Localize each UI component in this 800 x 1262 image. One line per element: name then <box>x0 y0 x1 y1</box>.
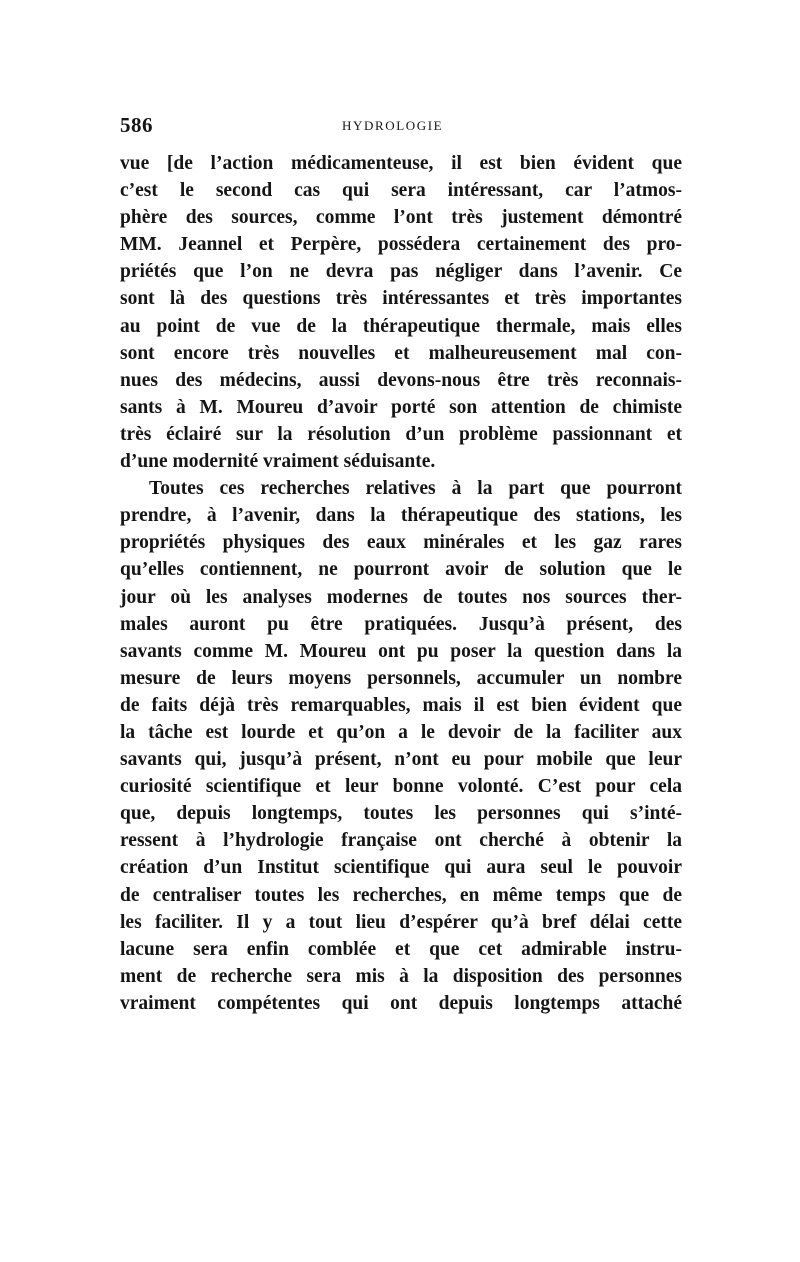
text-line: sont encore très nouvelles et malheureusement mal con- <box>120 342 682 364</box>
text-line: savants comme M. Moureu ont pu poser la question dans la <box>120 640 682 662</box>
text-line: jour où les analyses modernes de toutes nos sources ther- <box>120 586 682 608</box>
text-line: ressent à l’hydrologie française ont cherché à obtenir la <box>120 830 682 852</box>
text-line: priétés que l’on ne devra pas négliger dans l’avenir. Ce <box>120 261 682 283</box>
text-line: création d’un Institut scientifique qui aura seul le pouvoir <box>120 857 682 879</box>
text-line: nues des médecins, aussi devons-nous être très reconnais- <box>120 369 682 391</box>
text-line: c’est le second cas qui sera intéressant, car l’atmos- <box>120 180 682 202</box>
text-line: les faciliter. Il y a tout lieu d’espérer qu’à bref délai cette <box>120 911 682 933</box>
text-line: savants qui, jusqu’à présent, n’ont eu pour mobile que leur <box>120 749 682 771</box>
text-line: curiosité scientifique et leur bonne volonté. C’est pour cela <box>120 776 682 798</box>
text-line: sants à M. Moureu d’avoir porté son attention de chimiste <box>120 396 682 418</box>
paragraph-2 <box>120 475 682 1017</box>
text-line: de faits déjà très remarquables, mais il est bien évident que <box>120 694 682 716</box>
text-line: vue [de l’action médicamenteuse, il est bien évident que <box>120 153 682 174</box>
text-line: phère des sources, comme l’ont très justement démontré <box>120 207 682 229</box>
text-line: qu’elles contiennent, ne pourront avoir de solution que le <box>120 559 682 581</box>
text-line: d’une modernité vraiment séduisante. <box>120 451 436 473</box>
text-line: males auront pu être pratiquées. Jusqu’à présent, des <box>120 613 682 635</box>
running-title: HYDROLOGIE <box>342 118 444 133</box>
paragraph-1 <box>120 150 682 475</box>
text-line: MM. Jeannel et Perpère, possédera certainement des pro- <box>120 234 682 256</box>
text-line: ment de recherche sera mis à la disposition des personnes <box>120 965 682 987</box>
text-line: Toutes ces recherches relatives à la part que pourront <box>149 478 682 500</box>
body-text <box>120 150 682 1017</box>
text-line: mesure de leurs moyens personnels, accumuler un nombre <box>120 667 682 689</box>
text-line: la tâche est lourde et qu’on a le devoir de la faciliter aux <box>120 721 682 743</box>
text-line: sont là des questions très intéressantes et très importantes <box>120 288 682 310</box>
text-line: de centraliser toutes les recherches, en même temps que de <box>120 884 682 906</box>
text-line: que, depuis longtemps, toutes les personnes qui s’inté- <box>120 803 682 825</box>
text-line: très éclairé sur la résolution d’un problème passionnant et <box>120 423 682 445</box>
text-line: au point de vue de la thérapeutique thermale, mais elles <box>120 315 682 337</box>
text-line: prendre, à l’avenir, dans la thérapeutique des stations, les <box>120 505 682 527</box>
text-line: lacune sera enfin comblée et que cet admirable instru- <box>120 938 682 960</box>
running-head <box>120 113 682 137</box>
text-line: vraiment compétentes qui ont depuis longtemps attaché <box>120 992 682 1014</box>
text-line: propriétés physiques des eaux minérales et les gaz rares <box>120 532 682 554</box>
page-number: 586 <box>120 113 153 137</box>
